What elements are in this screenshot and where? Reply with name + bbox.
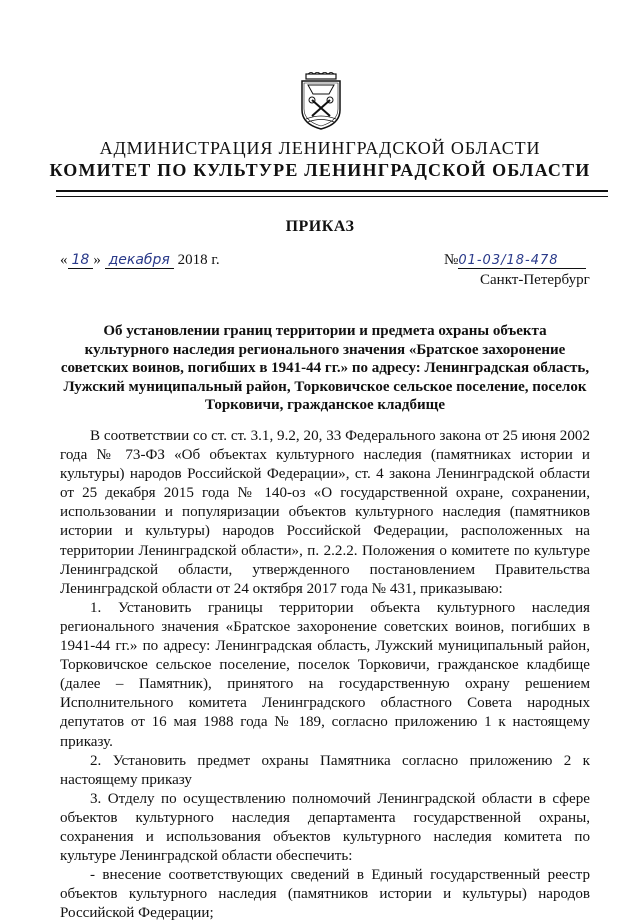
body-paragraph: 2. Установить предмет охраны Памятника согласно приложению 2 к настоящему приказу <box>60 752 590 788</box>
document-number <box>444 252 586 269</box>
document-city: Санкт-Петербург <box>480 272 590 288</box>
date-month: декабря <box>105 252 174 269</box>
document-date <box>60 252 220 269</box>
organization-name: АДМИНИСТРАЦИЯ ЛЕНИНГРАДСКОЙ ОБЛАСТИ <box>99 138 541 158</box>
header-rule-thick <box>56 190 608 192</box>
date-close-quote: » <box>93 252 101 268</box>
body-paragraph: - внесение соответствующих сведений в Единый государственный реестр объектов культурного наследия (памятников истории и культуры) народов Российской Федерации; <box>60 867 590 922</box>
document-body <box>60 427 590 923</box>
header-rule-thin <box>56 196 608 197</box>
date-year: 2018 г. <box>177 252 220 268</box>
date-open-quote: « <box>60 252 68 268</box>
committee-name: КОМИТЕТ ПО КУЛЬТУРЕ ЛЕНИНГРАДСКОЙ ОБЛАСТИ <box>49 160 591 180</box>
document-subject: Об установлении границ территории и предмета охраны объекта культурного наследия регионального значения «Братское захоронение советских воинов, погибших в 1941-44 гг.» по адресу: Ленинградская область, Лужский муниципальный район, Торковичское сельское поселение, поселок Торковичи, гражданское кладбище <box>60 323 590 413</box>
document-title: ПРИКАЗ <box>285 218 355 235</box>
body-paragraph: В соответствии со ст. ст. 3.1, 9.2, 20, 33 Федерального закона от 25 июня 2002 года № 73-ФЗ «Об объектах культурного наследия (памятниках истории и культуры) народов Российской Федерации», ст. 4 закона Ленинградской области от 25 декабря 2015 года № 140-оз «О государственной охране, сохранении, использовании и популяризации объектов культурного наследия (памятников истории и культуры) народов Российской Федерации, расположенных на территории Ленинградской области», п. 2.2.2. Положения о комитете по культуре Ленинградской области, утвержденного постановлением Правительства Ленинградской области от 24 октября 2017 года № 431, приказываю: <box>60 428 590 597</box>
body-paragraph: 3. Отделу по осуществлению полномочий Ленинградской области в сфере объектов культурного наследия департамента государственной охраны, сохранения и использования объектов культурного наследия комитета по культуре Ленинградской области обеспечить: <box>60 790 590 865</box>
body-paragraph: 1. Установить границы территории объекта культурного наследия регионального значения «Братское захоронение советских воинов, погибших в 1941-44 гг.» по адресу: Ленинградская область, Лужский муниципальный район, Торковичское сельское поселение, поселок Торковичи, гражданское кладбище (далее – Памятник), принятого на государственную охрану решением Исполнительного комитета Ленинградского областного Совета народных депутатов от 16 мая 1988 года № 189, согласно приложению 1 к настоящему приказу. <box>60 599 590 750</box>
number-label: № <box>444 252 459 268</box>
coat-of-arms-icon <box>300 72 342 130</box>
number-value: 01-03/18-478 <box>458 253 586 269</box>
date-day: 18 <box>68 252 94 269</box>
